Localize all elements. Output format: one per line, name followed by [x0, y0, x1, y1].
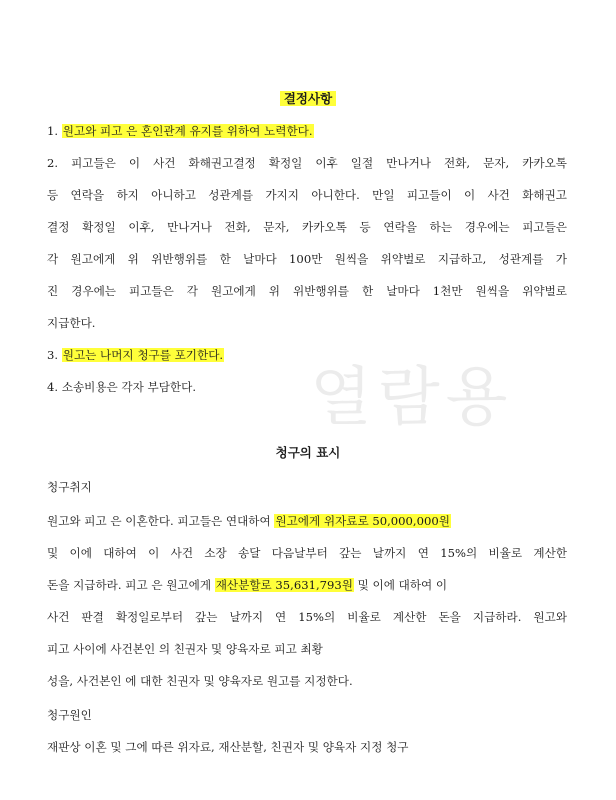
- line-text: 피고 사이에 사건본인 의 친권자 및 양육자로 피고 최황: [47, 642, 323, 656]
- line-text: 1.: [47, 124, 62, 138]
- line-text: 진 경우에는 피고들은 각 원고에게 위 위반행위를 한 날마다 1천만 원씩을 위약벌로: [47, 284, 567, 298]
- line-text: 사건 판결 확정일로부터 갚는 날까지 연 15%의 비율로 계산한 돈을 지급하라. 원고와: [47, 610, 567, 624]
- line-text: 및 이에 대하여 이 사건 소장 송달 다음날부터 갚는 날까지 연 15%의 비율로 계산한: [47, 546, 567, 560]
- line-text: 3.: [47, 348, 62, 362]
- line-text: 2. 피고들은 이 사건 화해권고결정 확정일 이후 일절 만나거나 전화, 문자, 카카오톡: [47, 156, 567, 170]
- decision-line-9: [47, 380, 567, 394]
- line-text: 지급한다.: [47, 316, 96, 330]
- highlighted-text: 원고에게 위자료로 50,000,000원: [275, 514, 450, 528]
- line-text: 및 이에 대하여 이: [353, 578, 448, 592]
- claim-line-9: [47, 740, 567, 754]
- highlighted-text: 원고는 나머지 청구를 포기한다.: [62, 348, 224, 362]
- line-text: 재판상 이혼 및 그에 따른 위자료, 재산분할, 친권자 및 양육자 지정 청구: [47, 740, 409, 754]
- decision-line-4: [47, 220, 567, 234]
- highlighted-text: 재산분할로 35,631,793원: [215, 578, 353, 592]
- decision-line-6: [47, 284, 567, 298]
- claim-line-6: [47, 642, 567, 656]
- claim-line-8: [47, 708, 567, 722]
- watermark: 열람용: [310, 361, 514, 435]
- line-text: 청구취지: [47, 480, 92, 494]
- line-text: 돈을 지급하라. 피고 은 원고에게: [47, 578, 215, 592]
- claim-heading: [0, 446, 616, 460]
- decision-line-3: [47, 188, 567, 202]
- decision-heading: [0, 92, 616, 106]
- claim-line-4: [47, 578, 567, 592]
- decision-line-8: [47, 348, 567, 362]
- line-text: 4. 소송비용은 각자 부담한다.: [47, 380, 196, 394]
- decision-line-5: [47, 252, 567, 266]
- claim-line-2: [47, 514, 567, 528]
- line-text: 각 원고에게 위 위반행위를 한 날마다 100만 원씩을 위약벌로 지급하고, 성관계를 가: [47, 252, 567, 266]
- claim-line-3: [47, 546, 567, 560]
- line-text: 등 연락을 하지 아니하고 성관계를 가지지 아니한다. 만일 피고들이 이 사건 화해권고: [47, 188, 567, 202]
- line-text: 청구원인: [47, 708, 92, 722]
- claim-line-7: [47, 674, 567, 688]
- claim-line-1: [47, 480, 567, 494]
- decision-line-2: [47, 156, 567, 170]
- line-text: 결정 확정일 이후, 만나거나 전화, 문자, 카카오톡 등 연락을 하는 경우에는 피고들은: [47, 220, 567, 234]
- decision-line-1: [47, 124, 567, 138]
- decision-line-7: [47, 316, 567, 330]
- claim-line-5: [47, 610, 567, 624]
- line-text: 원고와 피고 은 이혼한다. 피고들은 연대하여: [47, 514, 275, 528]
- line-text: 성을, 사건본인 에 대한 친권자 및 양육자로 원고를 지정한다.: [47, 674, 353, 688]
- decision-heading-text: 결정사항: [280, 91, 336, 106]
- highlighted-text: 원고와 피고 은 혼인관계 유지를 위하여 노력한다.: [62, 124, 313, 138]
- claim-heading-text: 청구의 표시: [275, 445, 341, 460]
